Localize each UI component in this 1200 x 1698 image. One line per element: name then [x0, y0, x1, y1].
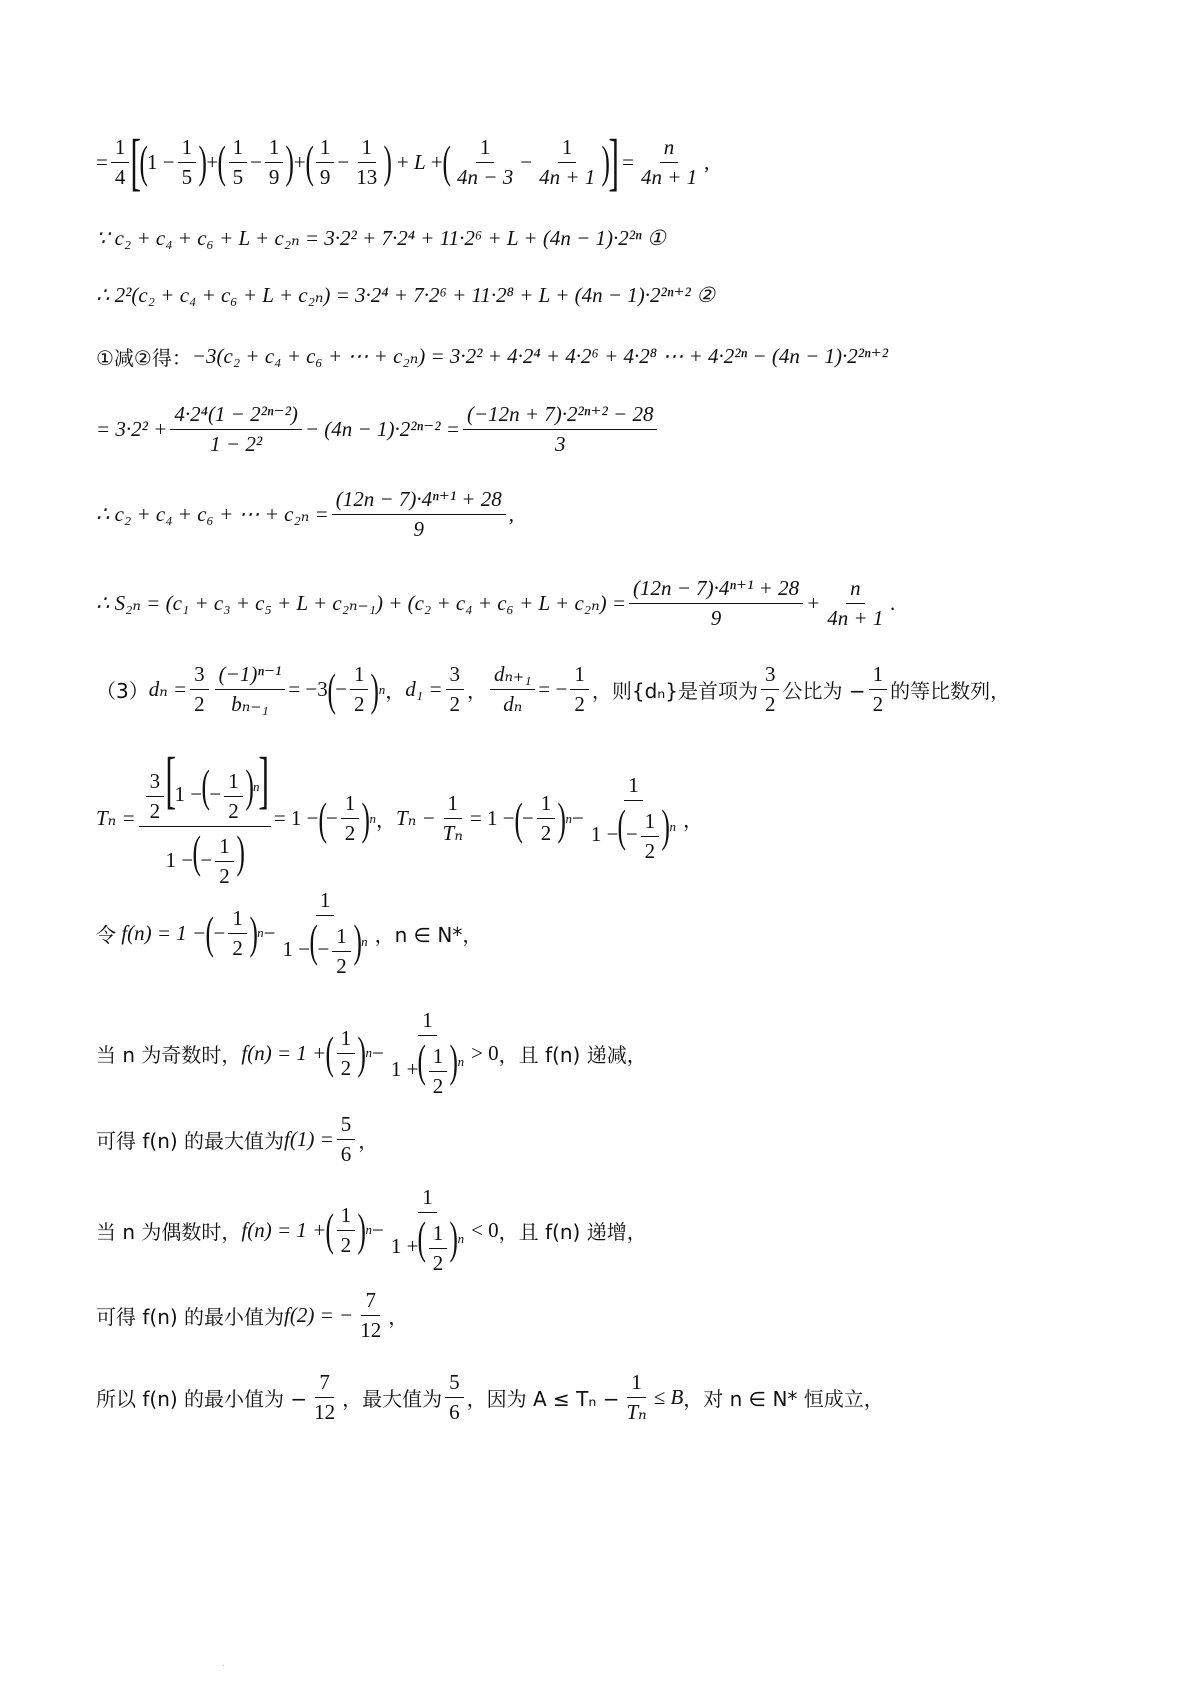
fraction-result-3: $\frac{\text{(−12n + 7)·2²ⁿ⁺² − 28}}{3}$	[463, 402, 658, 457]
equation-line-2: ∵ c₂ + c₄ + c₆ + L + c₂ₙ = 3·2² + 7·2⁴ + 11·2⁶ + L + (4n − 1)·2²ⁿ ①	[96, 226, 666, 250]
equation-line-11: 当 n 为奇数时， f(n) = 1 + ( 1 2 ) n − 1 1 +( $\frac{1}{2}$ )$^n$ > 0 ，且 f(n) 递减，	[96, 1008, 647, 1098]
equation-line-5: = 3·2² + $\frac{\text{4·2⁴(1 − 2²ⁿ⁻²)}}{\text{1 − 2²}}$ − (4n − 1)·2²ⁿ⁻² = $\frac{\text{(−12n + 7)·2²ⁿ⁺² − 28}}{3}$	[96, 402, 660, 457]
equation-line-1: = $\frac{1}{4}$ [ ( 1 − 1 5 ) + ( 1 5 − 1 9 ) + ( 1 9 − 1 13 ) + L + ( 1 4n − 3 − 1 4n + 1 ) ] = $\frac{n}{4n + 1}$ ,	[96, 126, 710, 197]
fraction-d1: $\frac{3}{2}$	[446, 662, 465, 717]
equation-line-10: 令 f(n) = 1 − ( − 1 2 ) n − 1 1 −(− $\frac{1}{2}$ )$^n$ ，n ∈ N*，	[96, 888, 483, 978]
equation-line-4: ①减②得： −3(c₂ + c₄ + c₆ + ⋯ + c₂ₙ) = 3·2² + 4·2⁴ + 4·2⁶ + 4·2⁸ ⋯ + 4·2²ⁿ − (4n − 1)·2²ⁿ⁺²	[96, 344, 889, 370]
fraction-even-sum: $\frac{\text{(12n − 7)·4ⁿ⁺¹ + 28}}{9}$	[332, 487, 506, 542]
part-3-label: （3）	[96, 679, 149, 703]
fraction-ratio: $\frac{\text{dₙ₊₁}}{\text{dₙ}}$	[490, 662, 535, 717]
fraction-1-5b: 1 5	[229, 135, 248, 190]
term-one: 1	[146, 149, 158, 174]
fraction-s2n-part1: $\frac{\text{(12n − 7)·4ⁿ⁺¹ + 28}}{9}$	[629, 576, 803, 631]
equation-line-15: 所以 f(n) 的最小值为 − $\frac{7}{12}$ ，最大值为 5 6 ，因为 A ≤ Tₙ − $\frac{1}{\text{Tₙ}}$ ≤ B ，对 n ∈ N* 恒成立，	[96, 1370, 884, 1424]
fraction-Tn: $\frac{3}{2}$ [1 −(− $\frac{1}{2}$ )$^n$] 1 −(− $\frac{1}{2}$ )	[139, 748, 271, 889]
equation-line-7: ∴ S₂ₙ = (c₁ + c₃ + c₅ + L + c₂ₙ₋₁) + (c₂ + c₄ + c₆ + L + c₂ₙ) = $\frac{\text{(12n − 7)·4ⁿ⁺¹ + 28}}{9}$ + $\frac{n}{4n + 1}$ .	[96, 576, 896, 630]
fraction-1-4n+1: 1 4n + 1	[539, 134, 596, 189]
fraction-neg1-b: $\frac{\text{(−1)ⁿ⁻¹}}{\text{bₙ₋₁}}$	[215, 662, 286, 717]
equation-line-8: （3） dₙ = $\frac{3}{2}$ $\frac{\text{(−1)ⁿ⁻¹}}{\text{bₙ₋₁}}$ = −3 ( − 1 2 ) n ， d₁ = $\frac{3}{2}$ ， $\frac{\text{dₙ₊₁}}{\text{dₙ}}$ = − $\frac{1}{2}$ ，则{dₙ}是首项为 3 2 公比为 − $\frac{1}{2}$ 的等比数列，	[96, 662, 1011, 716]
fraction-5-6: $\frac{5}{6}$	[337, 1112, 356, 1167]
fraction-1-4n-3: 1 4n − 3	[457, 134, 514, 189]
fraction-1-13: 1 13	[356, 134, 378, 189]
equation-line-3: ∴ 2²(c₂ + c₄ + c₆ + L + c₂ₙ) = 3·2⁴ + 7·2⁶ + 11·2⁸ + L + (4n − 1)·2²ⁿ⁺² ②	[96, 283, 715, 307]
fraction-7-12: $\frac{7}{12}$	[360, 1288, 382, 1342]
fraction-1-9b: 1 9	[316, 135, 335, 190]
subtract-label: ①减②得：	[96, 346, 192, 370]
fraction-1-5: 1 5	[178, 135, 197, 190]
page-dot: .	[222, 1658, 225, 1669]
fraction-1-9: 1 9	[265, 135, 284, 190]
fraction-3-2: $\frac{3}{2}$	[190, 662, 209, 717]
fraction-one-quarter: $\frac{1}{4}$	[111, 135, 130, 190]
equation-line-6: ∴ c₂ + c₄ + c₆ + ⋯ + c₂ₙ = $\frac{\text{(12n − 7)·4ⁿ⁺¹ + 28}}{9}$ ,	[96, 487, 515, 541]
fraction-n-4n+1: $\frac{n}{4n + 1}$	[640, 134, 698, 189]
fraction-s2n-part2: $\frac{n}{4n + 1}$	[827, 576, 884, 630]
equals-sign: =	[96, 149, 108, 174]
equation-line-12: 可得 f(n) 的最大值为 f(1) = $\frac{5}{6}$ ，	[96, 1112, 379, 1166]
equation-line-13: 当 n 为偶数时， f(n) = 1 + ( 1 2 ) n − 1 1 +( $\frac{1}{2}$ )$^n$ < 0 ，且 f(n) 递增，	[96, 1185, 647, 1275]
equation-line-9: Tₙ = $\frac{3}{2}$ [1 −(− $\frac{1}{2}$ )$^n$] 1 −(− $\frac{1}{2}$ ) = 1 − ( − 1 2 ) n ， Tₙ − $\frac{1}{\text{Tₙ}}$ = 1 − ( − 1 2 ) n − 1 1 −(− $\frac{1}{2}$ )$^n$ ，	[96, 744, 703, 889]
fraction-geometric-sum: $\frac{\text{4·2⁴(1 − 2²ⁿ⁻²)}}{\text{1 − 2²}}$	[170, 402, 302, 457]
equation-line-14: 可得 f(n) 的最小值为 f(2) = − $\frac{7}{12}$ ，	[96, 1288, 409, 1342]
